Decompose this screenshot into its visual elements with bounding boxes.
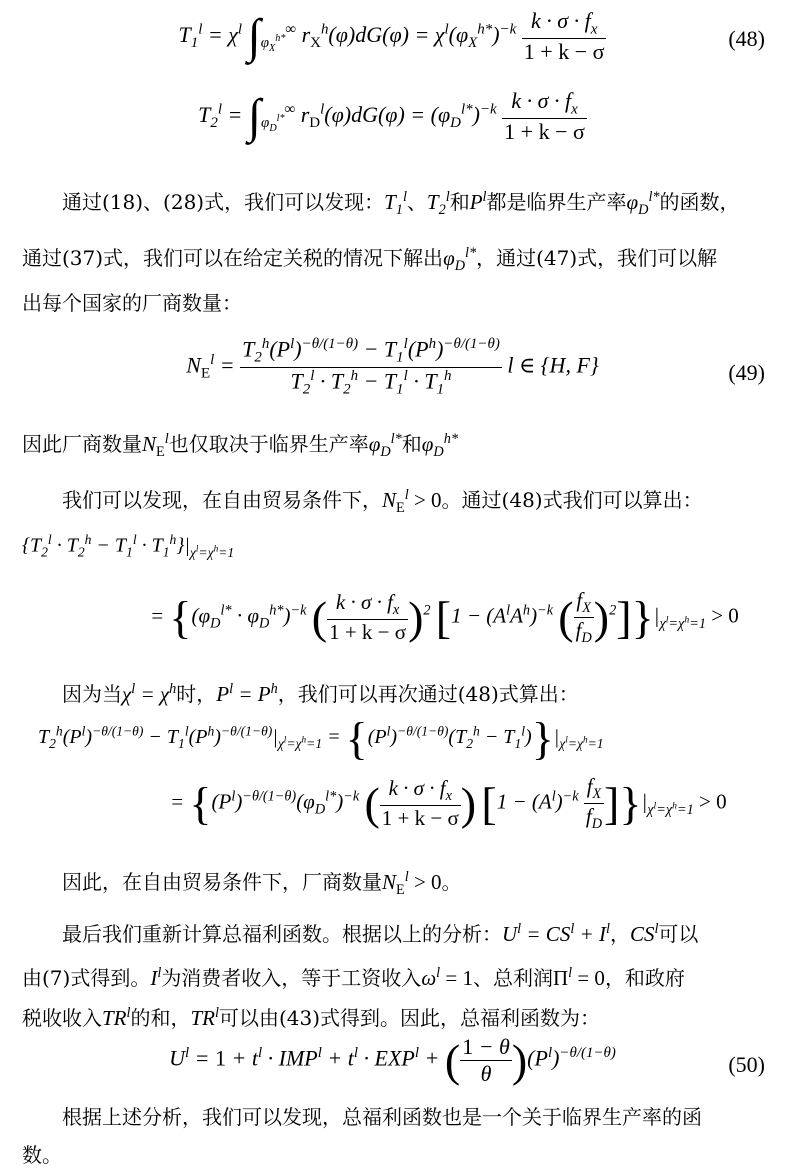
equation-tariff-line1: $T_2^h(P^l)^{-\theta/(1-\theta)} - T_1^l(P^h)^{-\theta/(1-\theta)}|_{\chi^l=\chi^h=1} = \{(P^l)^{-\theta/(1-\theta)}(T_2^h - T_1^l)\}|_{\chi^l=\chi^h=1}$ [38,713,604,764]
paragraph-9: 由(7)式得到。$I^l$为消费者收入，等于工资收入$\omega^l = 1$、总利润$\Pi^l = 0$，和政府 [22,965,685,990]
paragraph-6: 因为当$\chi^l = \chi^h$时，$P^l = P^h$，我们可以再次通过(48)式算出： [62,681,579,706]
equation-48-line2: $T_2^l = \int_{\varphi_D^{l*}}^\infty$ $r_D^l(\varphi)dG(\varphi) = (\varphi_D^{l*})^{-k}$ $\frac{k \cdot \sigma \cdot f_x}{1 + k - \sigma}$ [198,88,585,145]
equation-49: $N_E^l$ = $\frac{T_2^h(P^l)^{-\theta/(1-\theta)} - T_1^l(P^h)^{-\theta/(1-\theta)}}{T_2^l \cdot T_2^h - T_1^l \cdot T_1^h}$ l ∈ {H, F} [186,336,599,398]
equation-number-48: (48) [728,26,765,51]
equation-number-49: (49) [728,360,765,385]
equation-48-line1: $T_1^l = \chi^l$ $\int_{\varphi_X^{h*}}^\infty$ $r_X^h(\varphi)dG(\varphi) = \chi^l(\varphi_X^{h*})^{-k}$ $\frac{k \cdot \sigma \cdot f_x}{1 + k - \sigma}$ [178,8,605,65]
equation-number-50: (50) [728,1052,765,1077]
paragraph-1: 通过(18)、(28)式，我们可以发现：$T_1^l$、$T_2^l$和$P^l$都是临界生产率$\varphi_D^{l*}$的函数， [62,189,740,219]
paragraph-5: 我们可以发现，在自由贸易条件下，$N_E^l > 0$。通过(48)式我们可以算出： [62,487,703,517]
equation-tariff-line2: = {$(P^l)^{-\theta/(1-\theta)}(\varphi_D^{l*})^{-k}$ ( $\frac{k \cdot \sigma \cdot f_x}{1 + k - \sigma}$ ) [$1 - (A^l)^{-k}$ $\frac{f_X}{f_D}$ ]}$|_{\chi^l=\chi^h=1} > 0$ [170,774,727,833]
paragraph-8: 最后我们重新计算总福利函数。根据以上的分析：$U^l = CS^l + I^l$，$CS^l$可以 [62,921,699,946]
equation-free-trade-line1: $\{T_2^l \cdot T_2^h - T_1^l \cdot T_1^h\}|_{\chi^l=\chi^h=1}$ [22,532,235,560]
paragraph-10: 税收收入$TR^l$的和，$TR^l$可以由(43)式得到。因此，总福利函数为： [22,1005,601,1030]
paragraph-7: 因此，在自由贸易条件下，厂商数量$N_E^l > 0$。 [62,869,462,899]
paragraph-12: 数。 [22,1143,62,1167]
paragraph-11: 根据上述分析，我们可以发现，总福利函数也是一个关于临界生产率的函 [62,1105,702,1129]
paragraph-4: 因此厂商数量$N_E^l$也仅取决于临界生产率$\varphi_D^{l*}$和$\varphi_D^{h*}$ [22,431,458,461]
equation-free-trade-line2: = {$(\varphi_D^{l*} \cdot \varphi_D^{h*})^{-k}$ ( $\frac{k \cdot \sigma \cdot f_x}{1 + k - \sigma}$ )$^2$ [$1 - (A^lA^h)^{-k}$ ( $\frac{f_X}{f_D}$ )$^2]\}|_{\chi^l=\chi^h=1} > 0$ [150,588,739,647]
paragraph-2: 通过(37)式，我们可以在给定关税的情况下解出$\varphi_D^{l*}$，通过(47)式，我们可以解 [22,245,718,275]
equation-50: $U^l = 1 + t^l \cdot IMP^l + t^l \cdot EXP^l$ + ( $\frac{1 - \theta}{\theta}$ )$(P^l)^{-\theta/(1-\theta)}$ [169,1034,616,1086]
paragraph-3: 出每个国家的厂商数量： [22,291,242,315]
